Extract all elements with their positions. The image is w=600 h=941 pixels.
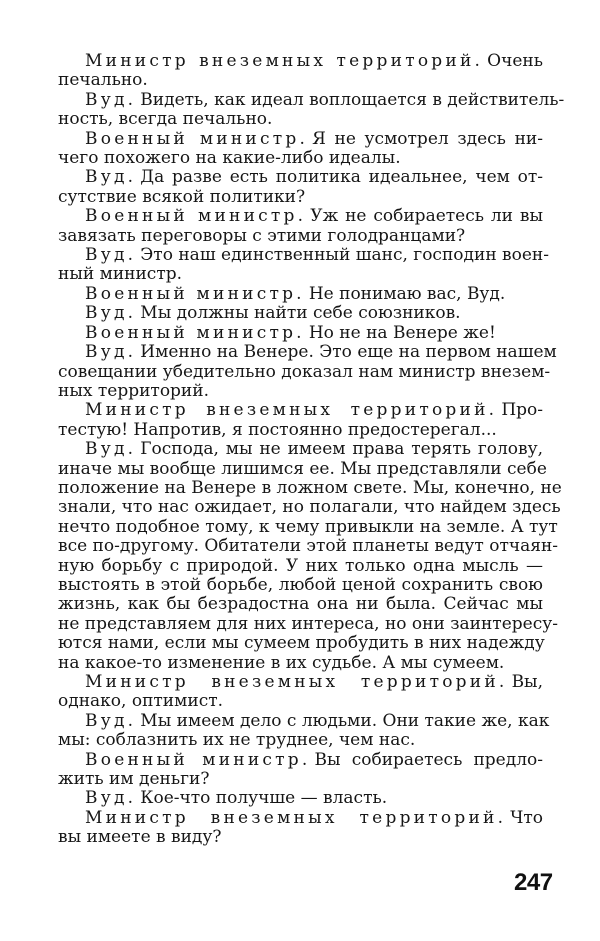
text-line: жизнь, как бы безрадостна она ни была. Сейчас мы [58, 594, 543, 615]
text-line [85, 673, 543, 692]
text-line: тестую! Напротив, я постоянно предостерегал... [58, 419, 497, 440]
text-line: ный министр. [58, 264, 183, 285]
text-line: не представляем для них интереса, но они заинтересу- [58, 613, 558, 634]
dialogue-paragraph [58, 400, 543, 440]
speaker-name: Министр внеземных территорий. [85, 807, 507, 828]
speaker-name: Вуд. [85, 245, 137, 266]
speaker-name: Военный министр. [85, 749, 311, 770]
speaker-name: Вуд. [85, 788, 137, 809]
text-line: печально. [58, 70, 148, 91]
text-line: ность, всегда печально. [58, 109, 273, 130]
text-line: совещании убедительно доказал нам министр внезем- [58, 361, 551, 382]
text-line [85, 52, 543, 71]
text-line: на какое-то изменение в их судьбе. А мы сумеем. [58, 652, 505, 673]
text-line: жить им деньги? [58, 769, 210, 790]
line-text: Я не усмотрел здесь ни- [312, 128, 543, 149]
speaker-name: Вуд. [85, 167, 137, 188]
text-line [85, 304, 543, 323]
speaker-name: Военный министр. [85, 128, 309, 149]
text-line: однако, оптимист. [58, 691, 224, 712]
line-text: Но не на Венере же! [308, 322, 496, 343]
line-text: Вы собираетесь предло- [314, 749, 543, 770]
line-text: Мы должны найти себе союзников. [140, 303, 461, 324]
text-line [85, 245, 549, 266]
dialogue-paragraph [58, 128, 543, 169]
text-line: завязать переговоры с этими голодранцами? [58, 225, 466, 246]
text-line [85, 401, 543, 420]
dialogue-paragraph [58, 749, 543, 790]
dialogue-paragraph [58, 710, 550, 751]
text-line [85, 89, 565, 110]
line-text: Мы имеем дело с людьми. Они такие же, как [140, 710, 550, 731]
line-text: Уж не собираетесь ли вы [310, 206, 543, 227]
dialogue-paragraph [58, 51, 543, 91]
text-line [85, 168, 543, 187]
text-line [85, 285, 543, 304]
text-line [85, 324, 543, 343]
line-text: Господа, мы не имеем права терять голову, [140, 439, 543, 460]
line-text: Именно на Венере. Это еще на первом нашем [140, 342, 557, 363]
dialogue-paragraph [58, 89, 565, 130]
page-number: 247 [514, 869, 553, 896]
dialogue-paragraph [85, 324, 543, 343]
dialogue-paragraph [58, 807, 543, 848]
text-line [85, 789, 543, 808]
text-line [85, 751, 543, 770]
text-line: сутствие всякой политики? [58, 186, 306, 207]
dialogue-paragraph [85, 789, 543, 808]
dialogue-paragraph [58, 439, 562, 673]
speaker-name: Военный министр. [85, 322, 305, 343]
text-line [85, 342, 557, 363]
text-line [85, 130, 543, 149]
line-text: Кое-что получше — власть. [140, 788, 388, 809]
speaker-name: Министр внеземных территорий. [85, 400, 498, 421]
speaker-name: Министр внеземных территорий. [85, 51, 484, 71]
line-text: Про- [501, 400, 543, 421]
line-text: Не понимаю вас, Вуд. [308, 283, 506, 304]
text-line: знали, что нас ожидает, но полагали, что найдем здесь [58, 497, 561, 518]
text-line: положение на Венере в ложном свете. Мы, конечно, не [58, 477, 562, 498]
text-line: ных территорий. [58, 380, 209, 401]
speaker-name: Военный министр. [85, 283, 305, 304]
dialogue-paragraph [58, 672, 543, 712]
speaker-name: Вуд. [85, 439, 137, 460]
speaker-name: Министр внеземных территорий. [85, 672, 508, 692]
text-line: вы имеете в виду? [58, 827, 222, 848]
text-line [85, 710, 550, 731]
line-text: Что [510, 807, 543, 828]
dialogue-paragraph [58, 167, 543, 207]
line-text: Видеть, как идеал воплощается в действитель- [140, 89, 565, 110]
page-text [58, 51, 565, 848]
text-line: выстоять в этой борьбе, любой ценой сохранить свою [58, 574, 543, 595]
dialogue-paragraph [58, 206, 543, 246]
line-text: Очень [487, 51, 543, 71]
text-line: иначе мы вообще лишимся ее. Мы представляли себе [58, 458, 547, 479]
text-line: ются нами, если мы сумеем пробудить в них надежду [58, 633, 545, 654]
dialogue-paragraph [85, 285, 543, 304]
speaker-name: Вуд. [85, 710, 137, 731]
text-line: мы: соблазнить их не труднее, чем нас. [58, 730, 416, 751]
dialogue-paragraph [58, 342, 557, 401]
speaker-name: Вуд. [85, 89, 137, 110]
text-line: все по-другому. Обитатели этой планеты ведут отчаян- [58, 536, 559, 557]
text-line: нечто подобное тому, к чему привыкли на земле. А тут [58, 516, 558, 537]
dialogue-paragraph [58, 245, 549, 285]
text-line [85, 809, 543, 828]
line-text: Вы, [511, 672, 543, 692]
text-line [85, 440, 543, 459]
line-text: Это наш единственный шанс, господин воен- [140, 245, 549, 266]
dialogue-paragraph [85, 304, 543, 323]
line-text: Да разве есть политика идеальнее, чем от- [140, 167, 543, 188]
text-line: чего похожего на какие-либо идеалы. [58, 148, 401, 169]
text-line: ную борьбу с природой. У них только одна мысль — [58, 555, 543, 576]
speaker-name: Военный министр. [85, 206, 307, 227]
text-line [85, 207, 543, 226]
speaker-name: Вуд. [85, 303, 137, 324]
speaker-name: Вуд. [85, 342, 137, 363]
